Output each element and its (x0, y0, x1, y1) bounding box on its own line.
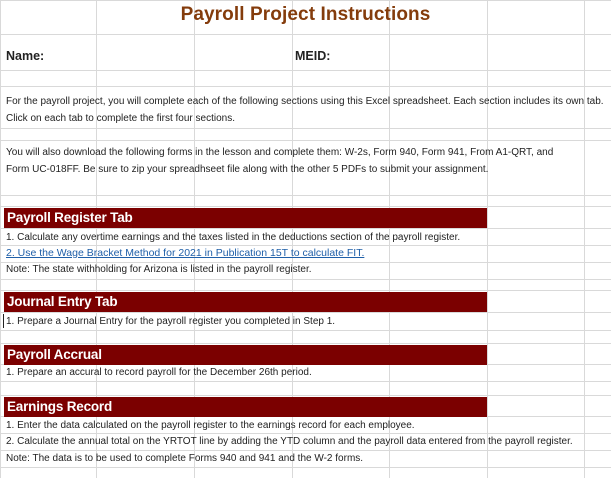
section-header-journal-entry (4, 292, 487, 312)
publication-15t-link[interactable]: 2. Use the Wage Bracket Method for 2021 in Publication 15T to calculate FIT. (6, 247, 365, 259)
instruction-line: 2. Calculate the annual total on the YRTOT line by adding the YTD column and the payroll data entered from the payroll register. (6, 436, 573, 447)
section-heading: Earnings Record (7, 399, 113, 414)
note-line: Note: The state withholding for Arizona is listed in the payroll register. (6, 264, 312, 275)
note-line: Note: The data is to be used to complete Forms 940 and 941 and the W-2 forms. (6, 453, 364, 464)
instruction-line: 1. Prepare a Journal Entry for the payroll register you completed in Step 1. (6, 316, 336, 327)
meid-label: MEID: (295, 49, 331, 63)
name-label: Name: (6, 49, 45, 63)
text-cursor (3, 314, 4, 328)
section-heading: Journal Entry Tab (7, 294, 118, 309)
intro-paragraph-2: You will also download the following forms in the lesson and complete them: W-2s, Form 940, Form 941, From A1-QRT, and Form UC-018FF. Be sure to zip your spreadhseet file along with the other 5 PDFs to submit your assignment. (6, 147, 554, 175)
section-header-earnings-record (4, 397, 487, 417)
instruction-line: 1. Enter the data calculated on the payroll register to the earnings record for each employee. (6, 420, 415, 431)
page-title: Payroll Project Instructions (180, 4, 431, 25)
section-heading: Payroll Accrual (7, 347, 102, 362)
instruction-line: 1. Calculate any overtime earnings and the taxes listed in the deductions section of the payroll register. (6, 232, 461, 243)
section-header-payroll-register (4, 208, 487, 228)
section-heading: Payroll Register Tab (7, 210, 133, 225)
intro-paragraph-1: For the payroll project, you will complete each of the following sections using this Excel spreadsheet. Each section includes its own tab. Click on each tab to complete the first four sections. (6, 96, 604, 124)
instruction-line: 1. Prepare an accural to record payroll for the December 26th period. (6, 367, 312, 378)
section-header-payroll-accrual (4, 345, 487, 365)
